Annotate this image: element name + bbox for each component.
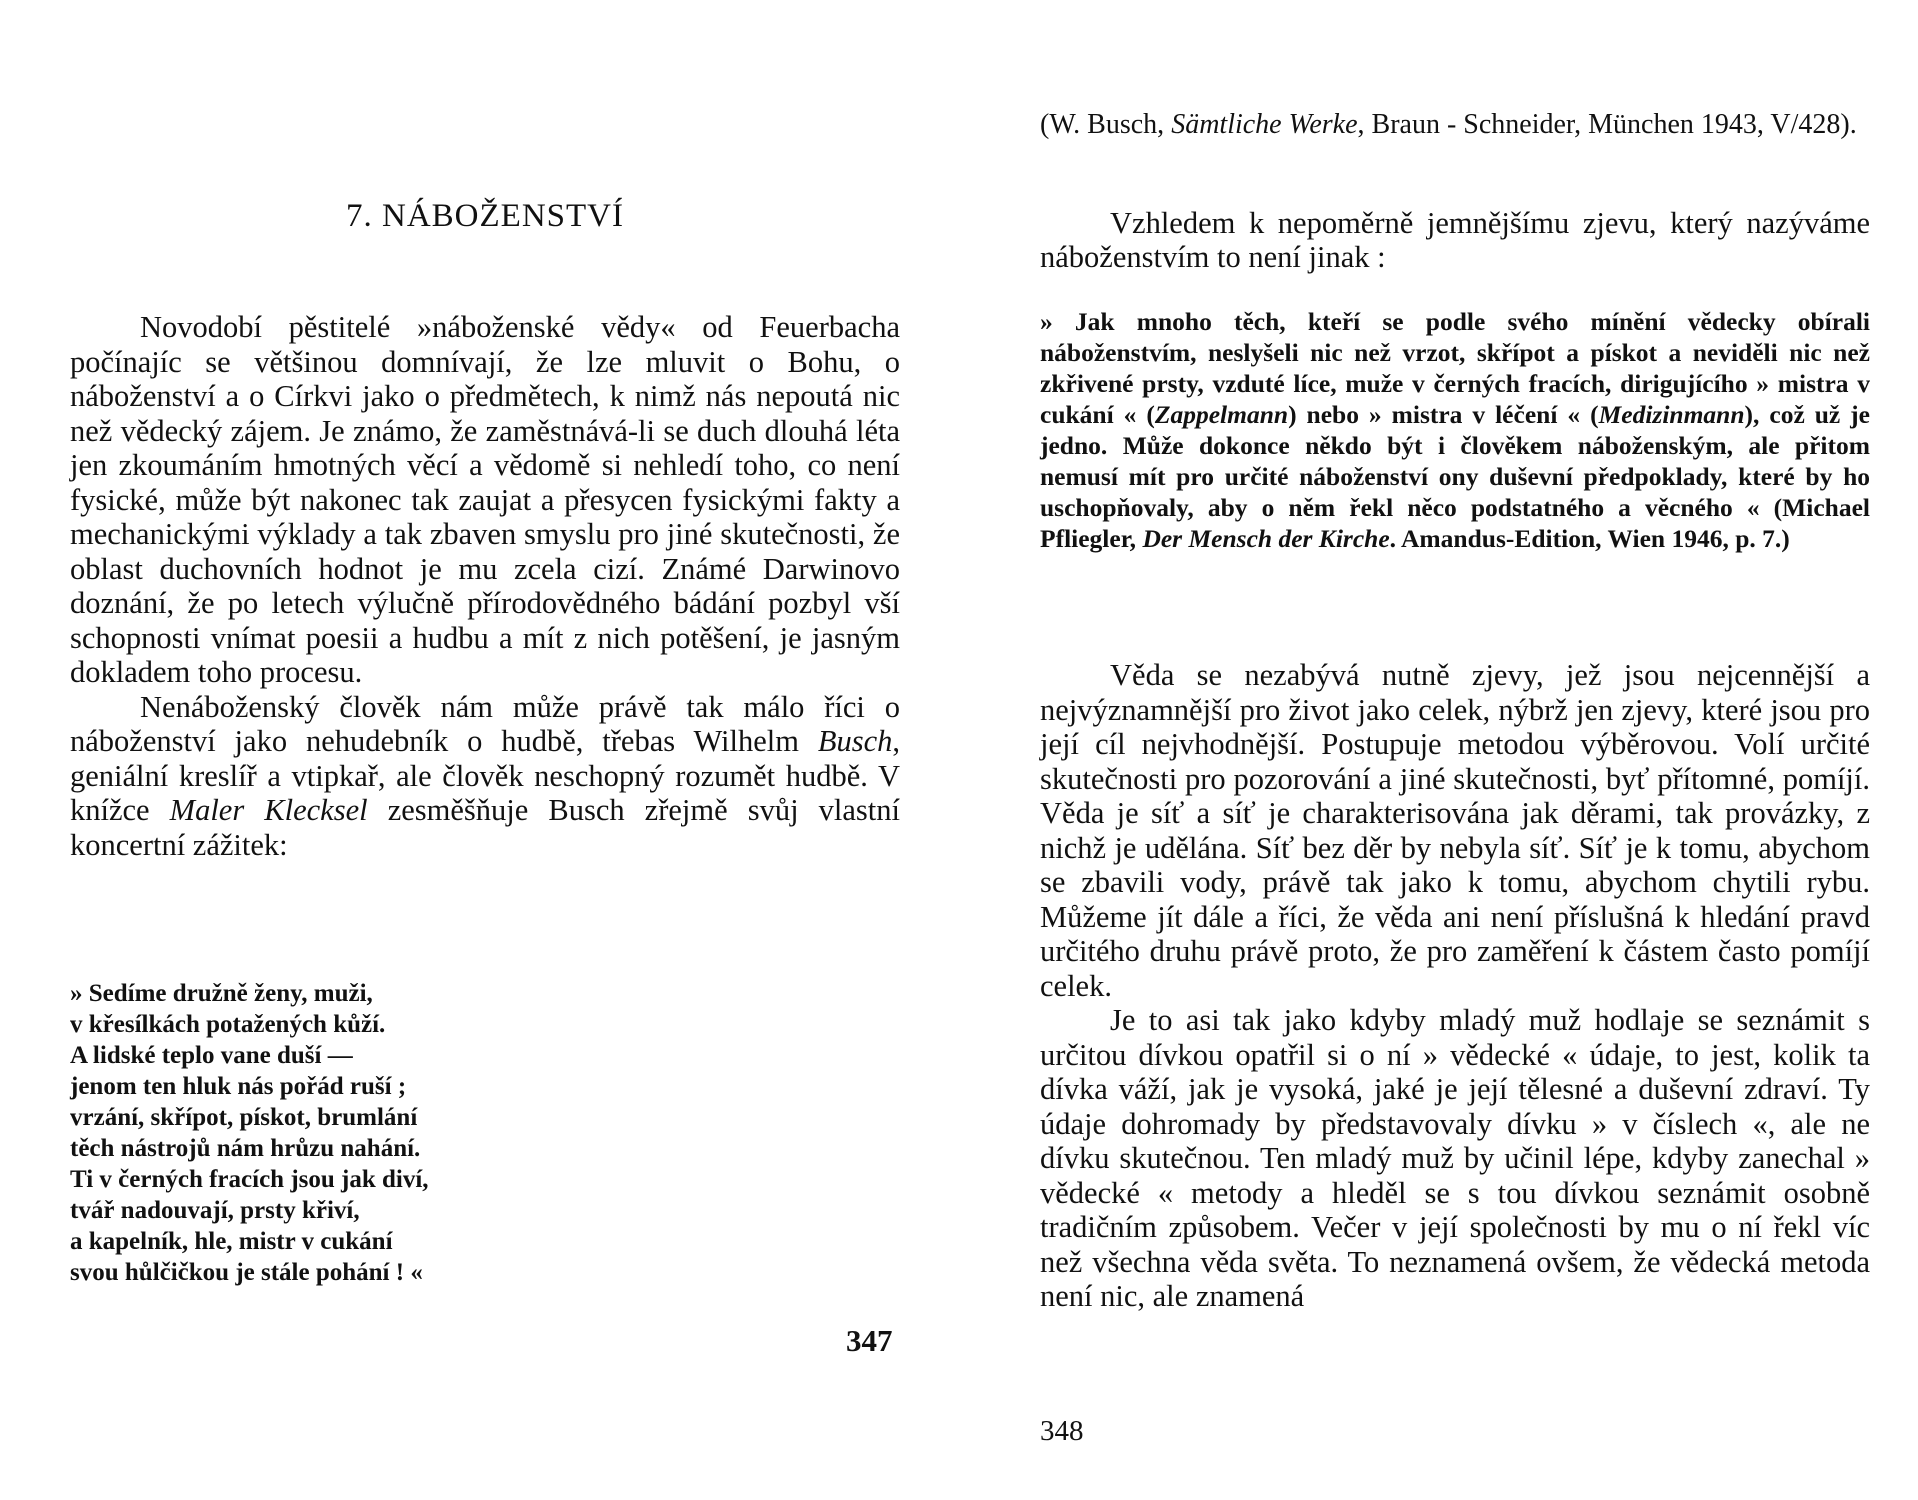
left-page [70, 0, 900, 1500]
paragraph: Je to asi tak jako kdyby mladý muž hodlaje se seznámit s určitou dívkou opatřil si o ní » vědecké « údaje, to jest, kolik ta dívka váží, jak je vysoká, jaké je její tělesné a duševní zdraví. Ty údaje dohromady by představovaly dívku » v číslech «, ale ne dívku skutečnou. Ten mladý muž by učinil lépe, kdyby zanechal » vědecké « metody a hleděl se s tou dívkou seznámit osobně tradičním způsobem. Večer v její společnosti by mu o ní řekl víc než všechna věda světa. To neznamená ovšem, že vědecká metoda není nic, ale znamená [1040, 1003, 1870, 1313]
poem-line: těch nástrojů nám hrůzu nahání. [70, 1135, 421, 1162]
right-page [1040, 0, 1870, 1500]
paragraph: Věda se nezabývá nutně zjevy, jež jsou nejcennější a nejvýznamnější pro život jako celek, nýbrž jen zjevy, které jsou pro její cíl nejvhodnější. Postupuje metodou výběrovou. Volí určité skutečnosti pro pozorování a jiné skutečnosti, byť přítomné, pomíjí. Věda je síť a síť je charakterisována jak děrami, tak provázky, z nichž je udělána. Síť bez děr by nebyla síť. Síť je k tomu, abychom se zbavili vody, právě tak jako k tomu, abychom chytili rybu. Můžeme jít dále a říci, že věda ani není příslušná k hledání pravd určitého druhu právě proto, že pro zaměření k částem často pomíjí celek. [1040, 658, 1870, 1003]
paragraph: Vzhledem k nepoměrně jemnějšímu zjevu, který nazýváme náboženstvím to není jinak : [1040, 206, 1870, 274]
text-span: ), což už je jedno. Může dokonce někdo být i člověkem náboženským, ale přitom nemusí mít pro určité náboženství ony duševní předpoklady, které by ho uschopňovaly, aby o něm řekl něco podstatného a věcného « (Michael Pfliegler, [1040, 400, 1870, 553]
paragraph: Novodobí pěstitelé »náboženské vědy« od Feuerbacha počínajíc se většinou domnívají, že lze mluvit o Bohu, o náboženství a o Církvi jako o předmětech, k nimž nás nepoutá nic než vědecký zájem. Je známo, že zaměstnává-li se duch dlouhá léta jen zkoumáním hmotných věcí a vědomě si nehledí toho, co není fysické, může být nakonec tak zaujat a přesycen fysickými fakty a mechanickými výklady a tak zbaven smyslu pro jiné skutečnosti, že oblast duchovních hodnot je mu zcela cizí. Známé Darwinovo doznání, že po letech výlučně přírodovědného bádání pozbyl vší schopnosti vnímat poesii a hudbu a mít z nich potěšení, je jasným dokladem toho procesu. [70, 310, 900, 689]
italic-term: Medizinmann [1598, 400, 1745, 429]
text-span: . Amandus-Edition, Wien 1946, p. 7.) [1389, 524, 1790, 553]
poem-line: svou hůlčičkou je stále pohání ! « [70, 1259, 423, 1286]
poem-quote [70, 978, 770, 1288]
poem-line: Ti v černých fracích jsou jak diví, [70, 1166, 429, 1193]
italic-name: Busch [817, 724, 893, 758]
text-span: , geniální kreslíř a vtipkař, ale člověk neschopný rozumět hudbě. V knížce [70, 724, 900, 827]
paragraph [70, 690, 900, 863]
poem-line: A lidské teplo vane duší — [70, 1042, 353, 1069]
poem-line: v křesílkách potažených kůží. [70, 1011, 386, 1038]
intro-paragraph [1040, 206, 1870, 274]
citation [1040, 108, 1870, 141]
text-span: ) nebo » mistra v léčení « ( [1288, 400, 1599, 429]
text-span: zesměšňuje Busch zřejmě svůj vlastní koncertní zážitek: [70, 793, 900, 862]
poem-line: tvář nadouvají, prsty křiví, [70, 1197, 360, 1224]
block-quote [1040, 306, 1870, 554]
italic-term: Zappelmann [1154, 400, 1289, 429]
text-span: , Braun - Schneider, München 1943, V/428). [1357, 109, 1857, 140]
poem-line: » Sedíme družně ženy, muži, [70, 980, 373, 1007]
text-span: Nenáboženský člověk nám může právě tak málo říci o náboženství jako nehudebník o hudbě, třebas Wilhelm [70, 689, 900, 758]
poem-line: a kapelník, hle, mistr v cukání [70, 1228, 393, 1255]
left-body-text [70, 310, 900, 862]
page-number: 348 [1040, 1415, 1084, 1447]
chapter-title: 7. NÁBOŽENSTVÍ [346, 198, 624, 234]
page-number: 347 [846, 1323, 893, 1358]
book-title: Maler Klecksel [169, 793, 368, 827]
poem-line: vrzání, skřípot, pískot, brumlání [70, 1104, 418, 1131]
poem-line: jenom ten hluk nás pořád ruší ; [70, 1073, 407, 1100]
right-body-text [1040, 658, 1870, 1314]
text-span: » Jak mnoho těch, kteří se podle svého mínění vědecky obírali náboženstvím, neslyšeli nic než vrzot, skřípot a pískot a neviděli nic než zkřivené prsty, vzduté líce, muže v černých fracích, dirigujícího » mistra v cukání « ( [1040, 307, 1870, 429]
text-span: (W. Busch, [1040, 109, 1172, 140]
book-title: Der Mensch der Kirche [1142, 524, 1390, 553]
book-title: Sämtliche Werke [1171, 109, 1358, 140]
